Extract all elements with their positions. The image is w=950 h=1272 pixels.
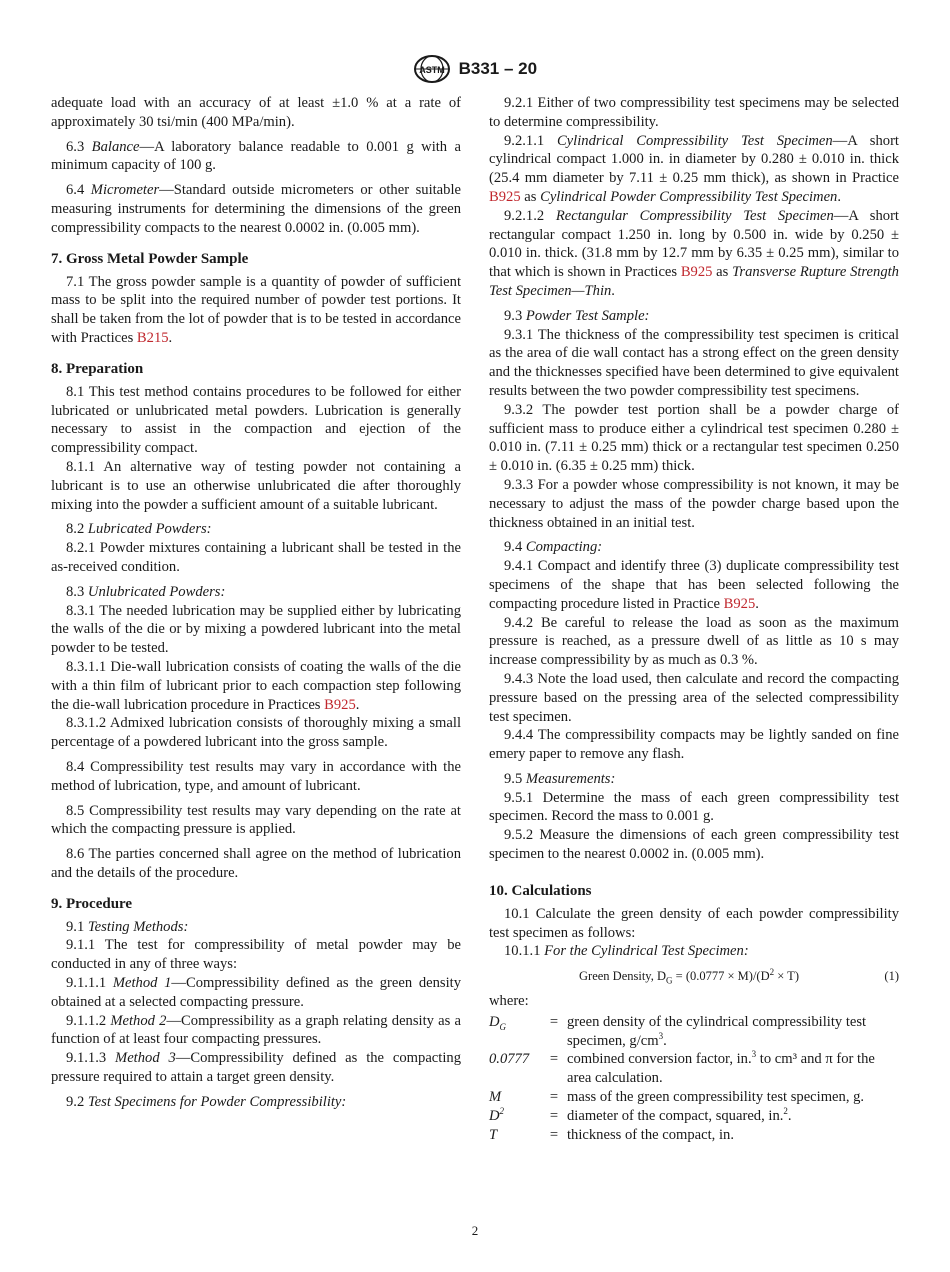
equation-1 [489,967,899,986]
definition-row: T = thickness of the compact, in. [489,1126,734,1143]
section-7-heading: 7. Gross Metal Powder Sample [51,250,249,267]
para-8-6: 8.6 The parties concerned shall agree on the method of lubrication and the details of the procedure. [51,846,461,881]
para-9-2: 9.2 Test Specimens for Powder Compressibility: [66,1093,347,1110]
para-9-1: 9.1 Testing Methods: [66,918,189,935]
para-8-5: 8.5 Compressibility test results may vary depending on the rate at which the compacting pressure is applied. [51,802,461,838]
link-b925[interactable]: B925 [723,595,756,612]
left-column [51,94,461,1112]
para-9-1-1-3: 9.1.1.3 Method 3—Compressibility defined as the compacting pressure required to attain a target green density. [51,1050,461,1086]
para-9-3-1: 9.3.1 The thickness of the compressibility test specimen is critical as the area of die wall contact has a strong effect on the green density and the thicknesses specified have been determined to give equivalent results between the two powder compressibility test specimens. [489,326,899,399]
para-6-3: 6.3 Balance—A laboratory balance readable to 0.001 g with a minimum capacity of 100 g. [51,138,461,174]
para-9-4-2: 9.4.2 Be careful to release the load as soon as the maximum pressure is reached, as a pressure dwell of as little as 10 s may increase compressibility by as much as 0.3 %. [489,614,899,669]
para-8-2: 8.2 Lubricated Powders: [66,521,212,538]
para-8-4: 8.4 Compressibility test results may vary in accordance with the method of lubrication, type, and amount of lubricant. [51,758,461,794]
para-9-4: 9.4 Compacting: [504,539,603,556]
definitions-list [489,1013,899,1145]
para-9-2-1: 9.2.1 Either of two compressibility test specimens may be selected to determine compressibility. [489,95,899,130]
para-10-1: 10.1 Calculate the green density of each powder compressibility test specimen as follows: [489,905,899,941]
para-9-4-1: 9.4.1 Compact and identify three (3) duplicate compressibility test specimens of the shape that has been selected following the compacting procedure listed in Practice B925. [489,558,899,612]
document-id: B331 – 20 [458,58,538,78]
section-10-heading: 10. Calculations [489,882,592,899]
section-9-heading: 9. Procedure [51,895,133,912]
definition-row: $D^2$ = diameter of the compact, squared, in.$^2$. [489,1105,792,1124]
definition-row: M = mass of the green compressibility test specimen, g. [489,1089,865,1106]
para-9-5-1: 9.5.1 Determine the mass of each green compressibility test specimen. Record the mass to 0.001 g. [489,789,899,825]
para-9-5-2: 9.5.2 Measure the dimensions of each green compressibility test specimen to the nearest 0.0002 in. (0.005 mm). [489,827,899,863]
link-b925[interactable]: B925 [324,696,356,713]
para-8-1: 8.1 This test method contains procedures to be followed for either lubricated or unlubricated metal powders. Lubrication is generally necessary to assist in the compaction and ejection of the compressibility compact. [51,383,461,457]
para-10-1-1: 10.1.1 For the Cylindrical Test Specimen: [504,943,749,960]
equation-body: Green Density, $D_G = (0.0777 \times M)/(D^2 \times T)$ [579,967,799,986]
page-header [0,54,950,84]
link-b925[interactable]: B925 [680,264,713,281]
para-8-3-1-2: 8.3.1.2 Admixed lubrication consists of thoroughly mixing a small percentage of a powdered lubricant into the gross sample. [51,715,461,751]
para-6-4: 6.4 Micrometer—Standard outside micrometers or other suitable measuring instruments for determining the dimensions of the green compressibility compacts to the nearest 0.0002 in. (0.005 mm). [51,182,461,236]
para-9-3: 9.3 Powder Test Sample: [504,307,650,324]
link-b215[interactable]: B215 [136,329,169,346]
para-9-4-4: 9.4.4 The compressibility compacts may be lightly sanded on fine emery paper to remove any flash. [489,727,899,763]
where-label: where: [489,993,529,1010]
para-9-3-2: 9.3.2 The powder test portion shall be a powder charge of sufficient mass to produce either a cylindrical test specimen 0.280 ± 0.010 in. (7.11 ± 0.25 mm) thick or a rectangular test specimen 0.250 ± 0.010 in. (6.35 ± 0.25 mm) thick. [489,401,899,475]
svg-text:ASTM: ASTM [419,65,445,75]
para-9-2-1-1: 9.2.1.1 Cylindrical Compressibility Test Specimen—A short cylindrical compact 1.000 in. in diameter by 0.280 ± 0.010 in. thick (25.4 mm diameter by 7.11 ± 0.25 mm thick), as shown in Practice B925 as Cylindrical Powder Compressibility Test Specimen. [489,132,899,205]
para-8-3: 8.3 Unlubricated Powders: [66,583,226,600]
para-9-2-1-2: 9.2.1.2 Rectangular Compressibility Test Specimen—A short rectangular compact 1.250 in. long by 0.500 in. wide by 0.250 ± 0.010 in. thick. (31.8 mm by 12.7 mm by 6.35 ± 0.25 mm), similar to that which is shown in Practices B925 as Transverse Rupture Strength Test Specimen—Thin. [489,207,899,299]
right-column [489,94,899,1144]
page-number: 2 [471,1223,479,1238]
para-9-1-1-2: 9.1.1.2 Method 2—Compressibility as a graph relating density as a function of at least four compacting pressures. [51,1012,461,1048]
equation-number: (1) [884,969,899,984]
para-8-3-1-1: 8.3.1.1 Die-wall lubrication consists of coating the walls of the die with a thin film of lubricant prior to each compaction step following the die-wall lubrication procedure in Practices B925. [51,658,461,713]
section-8-heading: 8. Preparation [51,360,144,377]
link-b925[interactable]: B925 [489,188,521,205]
para-cont: adequate load with an accuracy of at least ±1.0 % at a rate of approximately 30 tsi/min (400 MPa/min). [51,95,461,130]
para-9-4-3: 9.4.3 Note the load used, then calculate and record the compacting pressure based on the pressing area of the selected compressibility test specimen. [489,670,899,725]
para-9-3-3: 9.3.3 For a powder whose compressibility is not known, it may be necessary to adjust the mass of the powder charge based upon the thickness obtained in an initial test. [489,476,899,531]
astm-logo [413,54,451,84]
para-7-1: 7.1 The gross powder sample is a quantity of powder of sufficient mass to be split into the required number of powder test portions. It shall be taken from the lot of powder that is to be tested in accordance with Practices B215. [51,273,461,346]
para-8-3-1: 8.3.1 The needed lubrication may be supplied either by lubricating the walls of the die or by mixing a powdered lubricant into the metal powder to be tested. [51,602,461,657]
para-9-1-1-1: 9.1.1.1 Method 1—Compressibility defined as the green density obtained at a selected compacting pressure. [51,975,462,1010]
para-9-1-1: 9.1.1 The test for compressibility of metal powder may be conducted in any of three ways: [51,937,461,973]
definition-row: $D_G$ = green density of the cylindrical compressibility test specimen, $g/cm^3$. [489,1013,867,1049]
definition-row: 0.0777 = combined conversion factor, in.$^3$ to cm³ and π for the area calculation. [489,1049,875,1087]
para-9-5: 9.5 Measurements: [504,770,616,787]
para-8-1-1: 8.1.1 An alternative way of testing powder not containing a lubricant is to use an otherwise unlubricated die after thoroughly mixing into the powder a sufficient amount of a suitable lubricant. [51,458,461,513]
para-8-2-1: 8.2.1 Powder mixtures containing a lubricant shall be tested in the as-received condition. [51,540,461,575]
